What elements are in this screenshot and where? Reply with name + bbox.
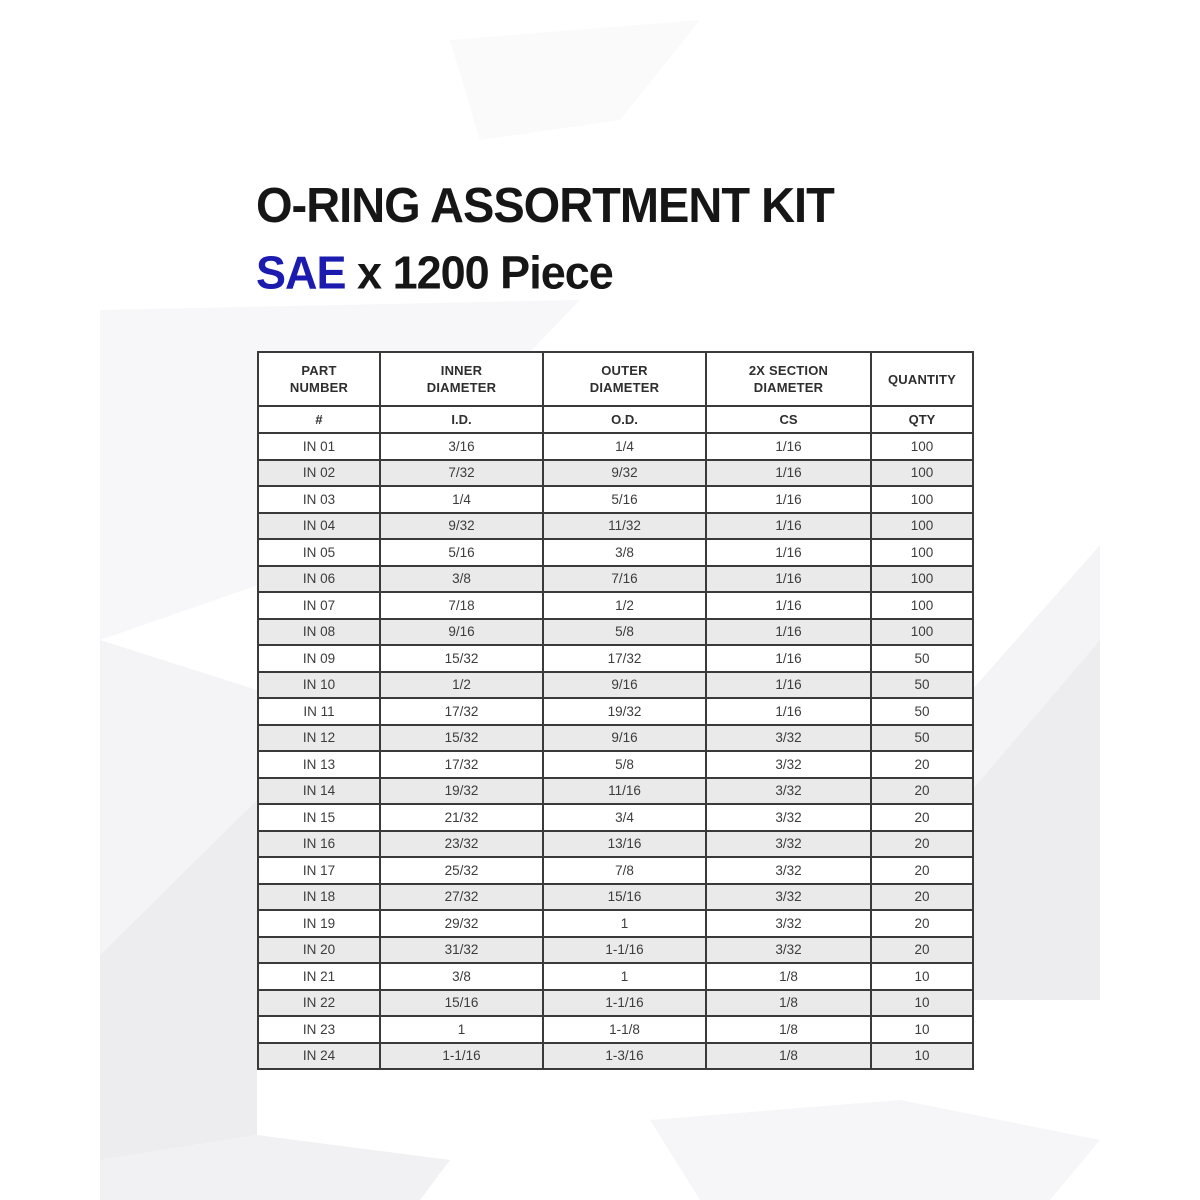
table-cell: 7/32	[380, 460, 543, 487]
table-cell: IN 19	[258, 910, 380, 937]
table-cell: 19/32	[380, 778, 543, 805]
table-cell: 3/16	[380, 433, 543, 460]
header-inner-diameter	[380, 352, 543, 406]
table-cell: 1/16	[706, 460, 871, 487]
table-cell: 7/8	[543, 857, 706, 884]
subheader-part-number: #	[258, 406, 380, 433]
table-cell: IN 17	[258, 857, 380, 884]
table-cell: 10	[871, 1043, 973, 1070]
table-cell: 17/32	[380, 751, 543, 778]
table-cell: 7/18	[380, 592, 543, 619]
table-cell: 100	[871, 486, 973, 513]
table-cell: 100	[871, 592, 973, 619]
table-row	[258, 698, 973, 725]
table-row	[258, 645, 973, 672]
table-cell: 50	[871, 698, 973, 725]
background-shape	[450, 20, 700, 140]
header-outer-diameter	[543, 352, 706, 406]
table-row	[258, 831, 973, 858]
table-cell: 20	[871, 831, 973, 858]
table-cell: 3/32	[706, 725, 871, 752]
table-cell: 20	[871, 804, 973, 831]
header-section-diameter	[706, 352, 871, 406]
header-row	[258, 352, 973, 406]
table-row	[258, 963, 973, 990]
table-cell: IN 07	[258, 592, 380, 619]
table-cell: IN 12	[258, 725, 380, 752]
table-cell: IN 14	[258, 778, 380, 805]
table-row	[258, 937, 973, 964]
table-cell: 15/32	[380, 725, 543, 752]
table-row	[258, 990, 973, 1017]
table-cell: 19/32	[543, 698, 706, 725]
table-cell: 3/8	[543, 539, 706, 566]
table-cell: 9/32	[380, 513, 543, 540]
table-row	[258, 725, 973, 752]
table-cell: IN 05	[258, 539, 380, 566]
table-cell: IN 16	[258, 831, 380, 858]
table-cell: 1-1/16	[543, 990, 706, 1017]
table-cell: 1/8	[706, 1016, 871, 1043]
table-cell: 17/32	[380, 698, 543, 725]
table-cell: 3/8	[380, 963, 543, 990]
table-row	[258, 672, 973, 699]
table-cell: 100	[871, 619, 973, 646]
header-quantity	[871, 352, 973, 406]
table-row	[258, 539, 973, 566]
table-cell: 1/16	[706, 486, 871, 513]
table-row	[258, 592, 973, 619]
table-cell: 1/16	[706, 539, 871, 566]
header-line: 2X SECTION	[748, 363, 829, 378]
table-row	[258, 460, 973, 487]
table-cell: 3/4	[543, 804, 706, 831]
table-cell: 1/16	[706, 592, 871, 619]
table-cell: 1	[543, 963, 706, 990]
table-cell: 100	[871, 460, 973, 487]
header-line: DIAMETER	[426, 380, 497, 395]
table-cell: 1-3/16	[543, 1043, 706, 1070]
table-cell: 1/8	[706, 963, 871, 990]
table-cell: 9/16	[543, 725, 706, 752]
header-line: INNER	[440, 363, 483, 378]
table-row	[258, 751, 973, 778]
table-cell: 1/8	[706, 1043, 871, 1070]
table-cell: IN 03	[258, 486, 380, 513]
header-part-number	[258, 352, 380, 406]
table-cell: IN 11	[258, 698, 380, 725]
header-line: PART	[301, 363, 337, 378]
table-cell: 3/32	[706, 884, 871, 911]
table-row	[258, 433, 973, 460]
table-cell: 1/16	[706, 566, 871, 593]
table-cell: 1/16	[706, 698, 871, 725]
table-cell: 20	[871, 910, 973, 937]
table-cell: IN 04	[258, 513, 380, 540]
table-cell: 10	[871, 963, 973, 990]
table-row	[258, 857, 973, 884]
table-cell: IN 15	[258, 804, 380, 831]
table-cell: 100	[871, 433, 973, 460]
table-cell: 1/16	[706, 433, 871, 460]
table-cell: 5/8	[543, 619, 706, 646]
table-cell: IN 21	[258, 963, 380, 990]
table-cell: 9/16	[543, 672, 706, 699]
table-cell: IN 09	[258, 645, 380, 672]
subheader-inner-diameter: I.D.	[380, 406, 543, 433]
page-subtitle	[256, 246, 613, 300]
table-cell: 1/16	[706, 619, 871, 646]
table-cell: IN 02	[258, 460, 380, 487]
subheader-section-diameter: CS	[706, 406, 871, 433]
table-cell: 20	[871, 751, 973, 778]
table-cell: IN 10	[258, 672, 380, 699]
table-cell: 3/32	[706, 751, 871, 778]
subtitle-standard-label: SAE	[256, 246, 346, 300]
table-cell: 29/32	[380, 910, 543, 937]
table-cell: 20	[871, 937, 973, 964]
table-cell: 21/32	[380, 804, 543, 831]
table-cell: 1/4	[380, 486, 543, 513]
table-cell: 5/8	[543, 751, 706, 778]
table-cell: IN 01	[258, 433, 380, 460]
oring-spec-table	[257, 351, 974, 1070]
table-cell: IN 22	[258, 990, 380, 1017]
table-cell: 11/32	[543, 513, 706, 540]
header-line: DIAMETER	[589, 380, 660, 395]
subheader-quantity: QTY	[871, 406, 973, 433]
table-cell: 1/16	[706, 513, 871, 540]
table-cell: 1	[543, 910, 706, 937]
subtitle-piece-count: x 1200 Piece	[345, 246, 613, 300]
table-row	[258, 778, 973, 805]
table-cell: 9/16	[380, 619, 543, 646]
table-cell: 1/8	[706, 990, 871, 1017]
table-row	[258, 910, 973, 937]
header-line: OUTER	[601, 363, 648, 378]
table-cell: 50	[871, 645, 973, 672]
table-cell: 1/4	[543, 433, 706, 460]
table-row	[258, 619, 973, 646]
table-cell: 50	[871, 672, 973, 699]
table-cell: IN 24	[258, 1043, 380, 1070]
header-line: QUANTITY	[887, 371, 957, 387]
page-title: O-RING ASSORTMENT KIT	[256, 177, 834, 233]
subheader-outer-diameter: O.D.	[543, 406, 706, 433]
table-cell: IN 06	[258, 566, 380, 593]
table-row	[258, 804, 973, 831]
table-cell: 5/16	[543, 486, 706, 513]
table-row	[258, 566, 973, 593]
table-cell: IN 13	[258, 751, 380, 778]
table-cell: 20	[871, 778, 973, 805]
table-cell: 3/32	[706, 831, 871, 858]
table-row	[258, 1043, 973, 1070]
subheader-row	[258, 406, 973, 433]
table-cell: 1/2	[543, 592, 706, 619]
table-cell: 1/16	[706, 672, 871, 699]
table-cell: 11/16	[543, 778, 706, 805]
table-cell: IN 23	[258, 1016, 380, 1043]
table-cell: 27/32	[380, 884, 543, 911]
table-cell: 15/16	[543, 884, 706, 911]
table-cell: 3/32	[706, 910, 871, 937]
table-row	[258, 1016, 973, 1043]
table-cell: 3/32	[706, 937, 871, 964]
table-row	[258, 513, 973, 540]
header-line: DIAMETER	[753, 380, 824, 395]
table-cell: IN 18	[258, 884, 380, 911]
table-cell: 50	[871, 725, 973, 752]
background-shape	[650, 1100, 1100, 1200]
table-cell: 25/32	[380, 857, 543, 884]
table-cell: 3/32	[706, 804, 871, 831]
table-header	[258, 352, 973, 433]
table-cell: 1-1/16	[543, 937, 706, 964]
table-cell: 13/16	[543, 831, 706, 858]
table-row	[258, 486, 973, 513]
table-cell: 20	[871, 884, 973, 911]
table-cell: 3/32	[706, 778, 871, 805]
table-cell: 7/16	[543, 566, 706, 593]
table-cell: 1/16	[706, 645, 871, 672]
table-cell: 100	[871, 539, 973, 566]
table-cell: 15/16	[380, 990, 543, 1017]
table-cell: 15/32	[380, 645, 543, 672]
table-cell: 23/32	[380, 831, 543, 858]
table-cell: 20	[871, 857, 973, 884]
table-cell: 1	[380, 1016, 543, 1043]
table-cell: 17/32	[543, 645, 706, 672]
table-cell: 10	[871, 1016, 973, 1043]
table-cell: 1/2	[380, 672, 543, 699]
table-cell: 1-1/16	[380, 1043, 543, 1070]
table-row	[258, 884, 973, 911]
table-cell: IN 08	[258, 619, 380, 646]
table-body	[258, 433, 973, 1069]
table-cell: IN 20	[258, 937, 380, 964]
table-cell: 3/8	[380, 566, 543, 593]
header-line: NUMBER	[289, 380, 349, 395]
table-cell: 9/32	[543, 460, 706, 487]
table-cell: 3/32	[706, 857, 871, 884]
table-cell: 31/32	[380, 937, 543, 964]
table-cell: 10	[871, 990, 973, 1017]
table-cell: 100	[871, 566, 973, 593]
table-cell: 5/16	[380, 539, 543, 566]
table-cell: 1-1/8	[543, 1016, 706, 1043]
table-cell: 100	[871, 513, 973, 540]
